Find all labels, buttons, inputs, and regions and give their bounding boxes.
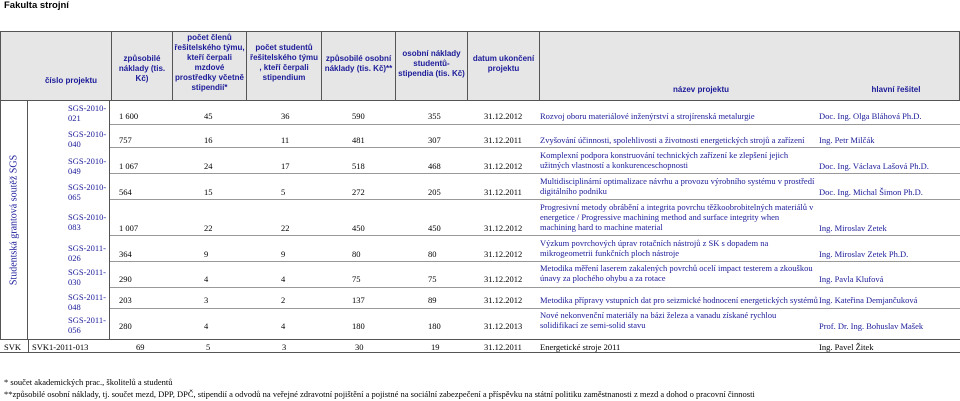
project-code: SGS-2010-021 (68, 103, 107, 123)
osobni-cell: 75 (352, 274, 361, 284)
datum-cell: 31.12.2012 (484, 161, 523, 171)
project-code: SGS-2011-056 (68, 315, 106, 335)
studentu-cell: 4 (281, 321, 286, 331)
resitel-cell: Ing. Kateřina Demjančuková (819, 295, 918, 305)
nazev-cell: Nové nekonvenční materiály na bázi železa a vanadu získané rychlou solidifikací ze semi-solid stavu (540, 310, 777, 330)
table-body (0, 101, 960, 339)
datum-cell: 31.12.2011 (484, 135, 522, 145)
nazev-cell: Multidisciplinární optimalizace návrhu a provozu výrobního systému v prostředí digitálního podniku (540, 176, 815, 196)
studentu-cell: 9 (281, 249, 286, 259)
project-code: SGS-2010-040 (68, 129, 107, 149)
header-pocet-clenu: počet členů řešitelského týmu, kteří čerpali mzdové prostředky včetně stipendií* (174, 33, 245, 92)
clenu-cell: 5 (206, 342, 211, 352)
clenu-cell: 16 (204, 135, 213, 145)
naklady-cell: 364 (119, 249, 132, 259)
stipendia-cell: 19 (431, 342, 440, 352)
clenu-cell: 4 (204, 321, 209, 331)
nazev-cell: Metodika přípravy vstupních dat pro seizmické hodnocení energetických systémů (540, 295, 818, 305)
datum-cell: 31.12.2012 (484, 249, 523, 259)
svk-label: SVK (4, 342, 22, 352)
datum-cell: 31.12.2011 (484, 342, 522, 352)
clenu-cell: 24 (204, 161, 213, 171)
resitel-cell: Ing. Miroslav Zetek Ph.D. (819, 249, 909, 259)
project-code: SGS-2011-030 (68, 267, 106, 287)
clenu-cell: 15 (204, 187, 213, 197)
nazev-cell: Výzkum povrchových úprav rotačních nástrojů z SK s dopadem na mikrogeometrii funkčních ploch nástroje (540, 238, 769, 258)
naklady-cell: 757 (119, 135, 132, 145)
svk-code: SVK1-2011-013 (32, 342, 89, 352)
naklady-cell: 203 (119, 295, 132, 305)
clenu-cell: 9 (204, 249, 209, 259)
stipendia-cell: 80 (428, 249, 437, 259)
osobni-cell: 180 (352, 321, 365, 331)
nazev-cell: Rozvoj oboru materiálové inženýrství a strojírenská metalurgie (540, 111, 755, 121)
osobni-cell: 80 (352, 249, 361, 259)
resitel-cell: Ing. Miroslav Zetek (819, 223, 887, 233)
osobni-cell: 518 (352, 161, 365, 171)
nazev-cell: Progresivní metody obrábění a integrita povrchu těžkoobrobitelných materiálů v energetice / Progressive machining method and surface integrity when machining hard to machine material (540, 202, 814, 232)
clenu-cell: 45 (204, 111, 213, 121)
resitel-cell: Ing. Petr Milčák (819, 135, 875, 145)
table-header (0, 31, 960, 101)
nazev-cell: Komplexní podpora konstruování technických zařízení ke zlepšení jejich užitných vlastností a konkurenceschopnosti (540, 150, 789, 170)
clenu-cell: 22 (204, 223, 213, 233)
stipendia-cell: 180 (428, 321, 441, 331)
resitel-cell: Doc. Ing. Olga Bláhová Ph.D. (819, 111, 922, 121)
header-hlavni-resitel: hlavní řešitel (871, 85, 921, 94)
stipendia-cell: 450 (428, 223, 441, 233)
datum-cell: 31.12.2012 (484, 295, 523, 305)
naklady-cell: 290 (119, 274, 132, 284)
header-zpusobile-osobni: způsobilé osobní náklady (tis. Kč)** (324, 54, 393, 73)
resitel-cell: Ing. Pavel Žitek (819, 342, 874, 352)
project-code: SGS-2010-049 (68, 156, 107, 176)
footnote-2: **způsobilé osobní náklady, tj. součet mezd, DPP, DPČ, stipendií a odvodů na veřejné zdravotní pojištění a pojistné na sociální zabezpečení a příspěvku na státní politiku zaměstnanosti z mezd a dohod o pracovní činnosti (4, 389, 755, 399)
clenu-cell: 3 (204, 295, 209, 305)
program-label: Studentská grantová soutěž SGS (8, 154, 20, 286)
nazev-cell: Energetické stroje 2011 (540, 342, 621, 352)
naklady-cell: 1 600 (119, 111, 139, 121)
header-datum-ukonceni: datum ukončení projektu (472, 54, 535, 73)
osobni-cell: 481 (352, 135, 365, 145)
faculty-title: Fakulta strojní (4, 0, 69, 11)
resitel-cell: Doc. Ing. Michal Šimon Ph.D. (819, 187, 923, 197)
studentu-cell: 17 (281, 161, 290, 171)
resitel-cell: Doc. Ing. Václava Lašová Ph.D. (819, 161, 929, 171)
datum-cell: 31.12.2012 (484, 223, 523, 233)
naklady-cell: 564 (119, 187, 132, 197)
studentu-cell: 3 (282, 342, 287, 352)
datum-cell: 31.12.2011 (484, 187, 522, 197)
resitel-cell: Prof. Dr. Ing. Bohuslav Mašek (819, 321, 924, 331)
header-pocet-studentu: počet studentů řešitelského týmu , kteří čerpali stipendium (249, 43, 319, 82)
naklady-cell: 1 067 (119, 161, 139, 171)
naklady-cell: 1 007 (119, 223, 139, 233)
studentu-cell: 4 (281, 274, 286, 284)
clenu-cell: 4 (204, 274, 209, 284)
stipendia-cell: 307 (428, 135, 441, 145)
nazev-cell: Metodika měření laserem zakalených povrchů ocelí impact testerem a zkouškou únavy za plochého ohybu a za rotace (540, 263, 813, 283)
header-zpusobile-naklady: způsobilé náklady (tis. Kč) (118, 54, 166, 83)
resitel-cell: Ing. Pavla Klufová (819, 274, 884, 284)
osobni-cell: 272 (352, 187, 365, 197)
project-code: SGS-2010-065 (68, 182, 107, 202)
header-osobni-naklady-studentu: osobní náklady studentů-stipendia (tis. Kč) (398, 49, 465, 78)
stipendia-cell: 75 (428, 274, 437, 284)
datum-cell: 31.12.2012 (484, 111, 523, 121)
stipendia-cell: 205 (428, 187, 441, 197)
stipendia-cell: 89 (428, 295, 437, 305)
footnote-1: * součet akademických prac., školitelů a studentů (4, 377, 173, 387)
naklady-cell: 69 (136, 342, 145, 352)
header-nazev-projektu: název projektu (672, 85, 729, 94)
studentu-cell: 22 (281, 223, 290, 233)
studentu-cell: 5 (281, 187, 286, 197)
studentu-cell: 2 (281, 295, 286, 305)
svk-row (0, 339, 960, 353)
osobni-cell: 590 (352, 111, 365, 121)
stipendia-cell: 468 (428, 161, 441, 171)
program-label-column (0, 101, 28, 339)
nazev-cell: Zvyšování účinnosti, spolehlivosti a životnosti energetických strojů a zařízení (540, 135, 805, 145)
datum-cell: 31.12.2012 (484, 274, 523, 284)
datum-cell: 31.12.2013 (484, 321, 523, 331)
osobni-cell: 30 (355, 342, 364, 352)
project-code: SGS-2010-083 (68, 212, 107, 232)
naklady-cell: 280 (119, 321, 132, 331)
header-cislo-projektu: číslo projektu (44, 76, 97, 85)
stipendia-cell: 355 (428, 111, 441, 121)
project-code: SGS-2011-026 (68, 243, 106, 263)
osobni-cell: 450 (352, 223, 365, 233)
osobni-cell: 137 (352, 295, 365, 305)
studentu-cell: 36 (281, 111, 290, 121)
studentu-cell: 11 (281, 135, 290, 145)
code-column (28, 101, 110, 339)
project-code: SGS-2011-048 (68, 292, 106, 312)
